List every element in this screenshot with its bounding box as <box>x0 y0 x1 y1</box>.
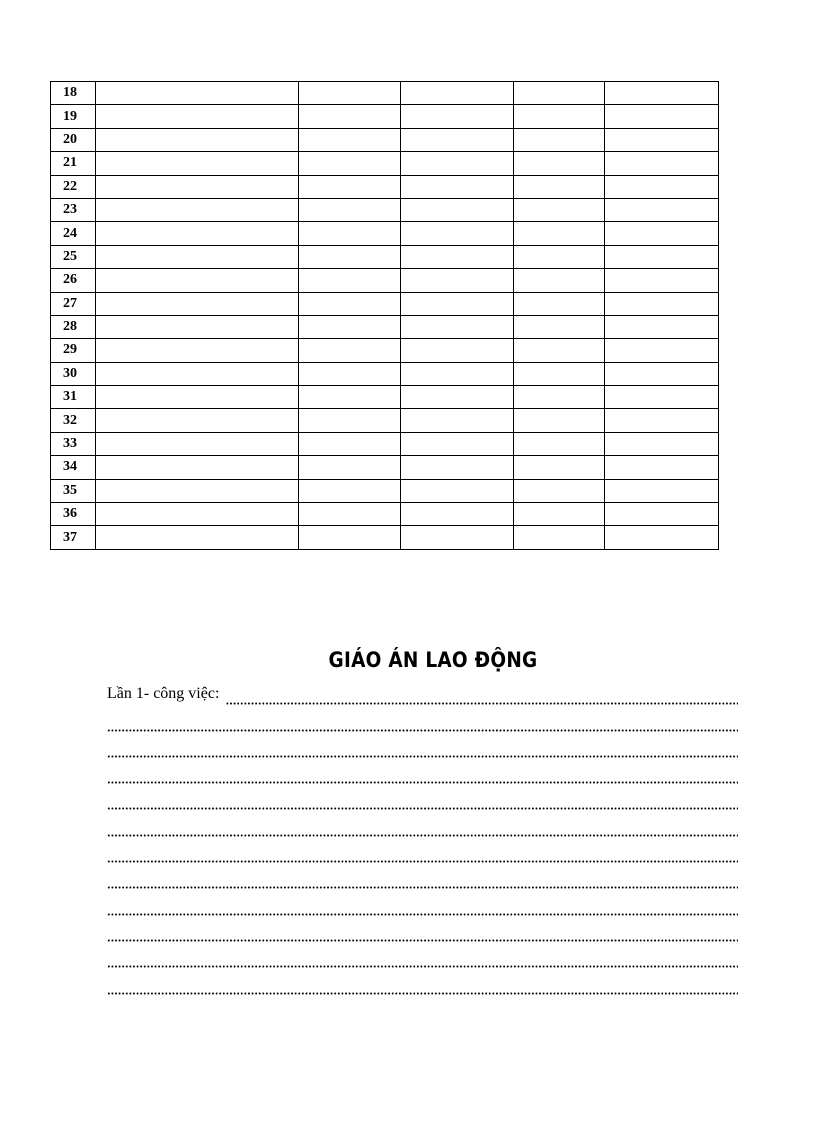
dotted-leader <box>107 992 738 995</box>
table-cell <box>96 105 299 128</box>
record-table-body <box>51 82 719 550</box>
dotted-line <box>107 762 738 788</box>
table-cell <box>401 222 514 245</box>
dotted-line <box>107 841 738 867</box>
table-cell <box>605 222 719 245</box>
row-number: 25 <box>51 245 96 268</box>
dotted-leader <box>107 913 738 916</box>
table-cell <box>605 526 719 549</box>
dotted-leader <box>107 886 738 889</box>
row-number: 31 <box>51 386 96 409</box>
table-cell <box>605 292 719 315</box>
table-row <box>51 526 719 549</box>
dotted-line <box>107 893 738 919</box>
table-row <box>51 432 719 455</box>
table-cell <box>605 315 719 338</box>
table-cell <box>299 175 401 198</box>
table-cell <box>401 175 514 198</box>
table-row <box>51 152 719 175</box>
table-cell <box>605 339 719 362</box>
table-cell <box>401 245 514 268</box>
table-cell <box>514 175 605 198</box>
table-cell <box>401 386 514 409</box>
table-cell <box>605 198 719 221</box>
dotted-line <box>107 709 738 735</box>
table-cell <box>514 479 605 502</box>
table-cell <box>401 456 514 479</box>
table-cell <box>96 503 299 526</box>
table-cell <box>299 479 401 502</box>
record-table <box>50 81 719 550</box>
dotted-line <box>107 814 738 840</box>
table-cell <box>514 409 605 432</box>
table-cell <box>605 456 719 479</box>
row-number: 18 <box>51 82 96 105</box>
table-cell <box>96 269 299 292</box>
dotted-leader <box>107 729 738 732</box>
table-cell <box>401 128 514 151</box>
table-cell <box>96 152 299 175</box>
table-cell <box>96 128 299 151</box>
dotted-leader <box>107 807 738 810</box>
table-cell <box>299 222 401 245</box>
table-cell <box>514 245 605 268</box>
table-cell <box>605 105 719 128</box>
row-number: 27 <box>51 292 96 315</box>
table-cell <box>299 128 401 151</box>
table-row <box>51 292 719 315</box>
table-row <box>51 245 719 268</box>
row-number: 21 <box>51 152 96 175</box>
table-cell <box>401 82 514 105</box>
table-cell <box>514 222 605 245</box>
dotted-leader <box>107 860 738 863</box>
table-cell <box>299 362 401 385</box>
table-cell <box>605 362 719 385</box>
table-cell <box>299 526 401 549</box>
table-row <box>51 222 719 245</box>
row-number: 19 <box>51 105 96 128</box>
table-row <box>51 269 719 292</box>
table-row <box>51 82 719 105</box>
table-cell <box>299 198 401 221</box>
table-cell <box>514 269 605 292</box>
table-cell <box>401 198 514 221</box>
dotted-line <box>107 920 738 946</box>
row-number: 26 <box>51 269 96 292</box>
table-cell <box>299 456 401 479</box>
table-cell <box>401 269 514 292</box>
table-cell <box>605 386 719 409</box>
table-cell <box>96 198 299 221</box>
row-number: 35 <box>51 479 96 502</box>
table-cell <box>401 315 514 338</box>
table-cell <box>299 386 401 409</box>
row-number: 32 <box>51 409 96 432</box>
table-cell <box>605 269 719 292</box>
table-cell <box>299 105 401 128</box>
dotted-line <box>107 946 738 972</box>
table-cell <box>514 432 605 455</box>
table-row <box>51 386 719 409</box>
table-cell <box>401 479 514 502</box>
table-cell <box>96 386 299 409</box>
table-cell <box>96 222 299 245</box>
table-cell <box>96 315 299 338</box>
table-cell <box>96 456 299 479</box>
table-cell <box>96 479 299 502</box>
table-row <box>51 128 719 151</box>
work-line-label: Lần 1- công việc: <box>107 683 225 705</box>
table-cell <box>96 175 299 198</box>
table-cell <box>605 479 719 502</box>
table-cell <box>514 315 605 338</box>
dotted-leader <box>107 965 738 968</box>
table-cell <box>299 409 401 432</box>
table-cell <box>299 292 401 315</box>
table-cell <box>605 409 719 432</box>
dotted-leader <box>107 834 738 837</box>
dotted-line <box>107 736 738 762</box>
table-cell <box>401 526 514 549</box>
table-cell <box>299 152 401 175</box>
table-row <box>51 198 719 221</box>
table-cell <box>514 198 605 221</box>
table-cell <box>514 526 605 549</box>
table-cell <box>401 503 514 526</box>
table-cell <box>96 245 299 268</box>
row-number: 37 <box>51 526 96 549</box>
table-cell <box>299 269 401 292</box>
table-cell <box>514 339 605 362</box>
table-cell <box>514 152 605 175</box>
table-cell <box>605 128 719 151</box>
table-row <box>51 456 719 479</box>
table-cell <box>514 503 605 526</box>
dotted-leader <box>107 781 738 784</box>
row-number: 28 <box>51 315 96 338</box>
row-number: 36 <box>51 503 96 526</box>
table-cell <box>96 362 299 385</box>
table-cell <box>299 503 401 526</box>
table-cell <box>96 526 299 549</box>
table-row <box>51 105 719 128</box>
table-cell <box>96 432 299 455</box>
table-cell <box>605 152 719 175</box>
row-number: 24 <box>51 222 96 245</box>
table-cell <box>96 339 299 362</box>
table-cell <box>299 245 401 268</box>
row-number: 29 <box>51 339 96 362</box>
table-cell <box>299 315 401 338</box>
row-number: 33 <box>51 432 96 455</box>
dotted-leader <box>107 939 738 942</box>
dotted-lines-block <box>107 683 738 999</box>
table-cell <box>605 175 719 198</box>
row-number: 22 <box>51 175 96 198</box>
table-cell <box>401 432 514 455</box>
table-cell <box>401 409 514 432</box>
table-cell <box>514 105 605 128</box>
table-cell <box>299 82 401 105</box>
row-number: 34 <box>51 456 96 479</box>
table-cell <box>514 292 605 315</box>
dotted-line <box>107 788 738 814</box>
table-row <box>51 409 719 432</box>
dotted-line <box>107 867 738 893</box>
table-cell <box>605 82 719 105</box>
dotted-line <box>107 972 738 998</box>
table-cell <box>514 82 605 105</box>
work-line-first <box>107 683 738 709</box>
table-cell <box>299 432 401 455</box>
table-cell <box>299 339 401 362</box>
table-cell <box>401 152 514 175</box>
table-cell <box>514 386 605 409</box>
table-cell <box>514 128 605 151</box>
section-title: GIÁO ÁN LAO ĐỘNG <box>328 648 538 672</box>
table-row <box>51 339 719 362</box>
table-cell <box>401 292 514 315</box>
row-number: 20 <box>51 128 96 151</box>
table-cell <box>514 362 605 385</box>
dotted-leader <box>107 755 738 758</box>
row-number: 30 <box>51 362 96 385</box>
row-number: 23 <box>51 198 96 221</box>
table-row <box>51 315 719 338</box>
table-row <box>51 479 719 502</box>
table-cell <box>514 456 605 479</box>
table-cell <box>605 245 719 268</box>
table-row <box>51 175 719 198</box>
table-cell <box>96 82 299 105</box>
table-cell <box>96 292 299 315</box>
table-cell <box>605 432 719 455</box>
table-cell <box>401 105 514 128</box>
table-cell <box>605 503 719 526</box>
table-cell <box>96 409 299 432</box>
table-cell <box>401 339 514 362</box>
table-cell <box>401 362 514 385</box>
table-row <box>51 503 719 526</box>
table-row <box>51 362 719 385</box>
